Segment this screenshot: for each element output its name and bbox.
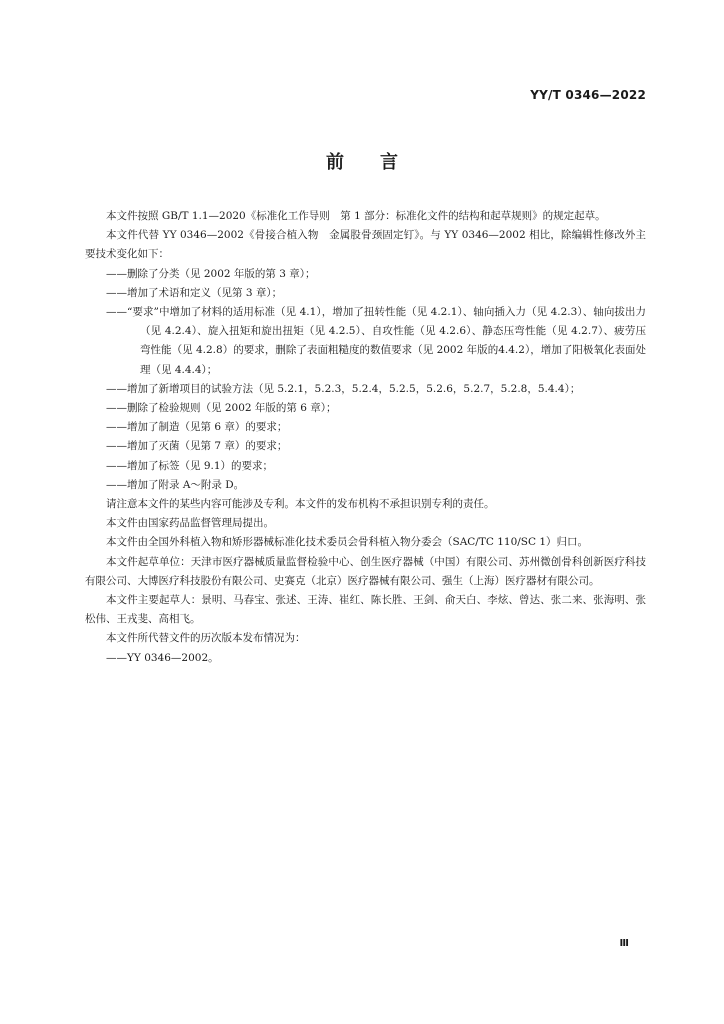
change-item: ——增加了新增项目的试验方法（见 5.2.1，5.2.3，5.2.4，5.2.5，5.2.6，5.2.7，5.2.8，5.4.4）；	[106, 382, 581, 395]
paragraph-drafters: 本文件主要起草人：景明、马春宝、张述、王涛、崔红、陈长胜、王剑、俞天白、李炫、曾达、张二来、张海明、张松伟、王戎斐、高相飞。	[85, 594, 646, 626]
change-item: ——增加了术语和定义（见第 3 章）；	[106, 286, 283, 299]
foreword-body	[85, 207, 646, 668]
page-number: Ⅲ	[619, 938, 629, 949]
paragraph-replacement: 本文件代替 YY 0346—2002《骨接合植入物 金属股骨颈固定钉》。与 YY 0346—2002 相比，除编辑性修改外主要技术变化如下：	[85, 229, 646, 261]
paragraph-patent-notice: 请注意本文件的某些内容可能涉及专利。本文件的发布机构不承担识别专利的责任。	[106, 498, 495, 511]
paragraph-drafting-rules: 本文件按照 GB/T 1.1—2020《标准化工作导则 第 1 部分：标准化文件的结构和起草规则》的规定起草。	[106, 210, 606, 222]
paragraph-proposer: 本文件由国家药品监督管理局提出。	[106, 517, 274, 530]
change-item: ——增加了制造（见第 6 章）的要求；	[106, 421, 288, 434]
change-item: ——删除了分类（见 2002 年版的第 3 章）；	[106, 267, 316, 280]
page-title: 前言	[326, 152, 434, 173]
change-item: ——增加了附录 A～附录 D。	[106, 478, 245, 491]
change-item: ——增加了标签（见 9.1）的要求；	[106, 459, 274, 472]
paragraph-committee: 本文件由全国外科植入物和矫形器械标准化技术委员会骨科植入物分委会（SAC/TC 110/SC 1）归口。	[106, 536, 589, 549]
history-item: ——YY 0346—2002。	[106, 651, 219, 664]
change-item: ——增加了灭菌（见第 7 章）的要求；	[106, 440, 288, 453]
standard-code: YY/T 0346—2022	[530, 88, 646, 102]
paragraph-history: 本文件所代替文件的历次版本发布情况为：	[106, 632, 306, 645]
paragraph-drafting-units: 本文件起草单位：天津市医疗器械质量监督检验中心、创生医疗器械（中国）有限公司、苏州微创骨科创新医疗科技有限公司、大博医疗科技股份有限公司、史赛克（北京）医疗器械有限公司、强生（上海）医疗器材有限公司。	[85, 555, 646, 587]
change-item: ——删除了检验规则（见 2002 年版的第 6 章）；	[106, 402, 337, 415]
change-item: ——“要求”中增加了材料的适用标准（见 4.1），增加了扭转性能（见 4.2.1）、轴向插入力（见 4.2.3）、轴向拔出力（见 4.2.4）、旋入扭矩和旋出扭矩（见 4.2.5）、自攻性能（见 4.2.6）、静态压弯性能（见 4.2.7）、疲劳压弯性能（见 4.2.8）的要求，删除了表面粗糙度的数值要求（见 2002 年版的4.4.2），增加了阳极氧化表面处理（见 4.4.4）；	[106, 306, 646, 376]
